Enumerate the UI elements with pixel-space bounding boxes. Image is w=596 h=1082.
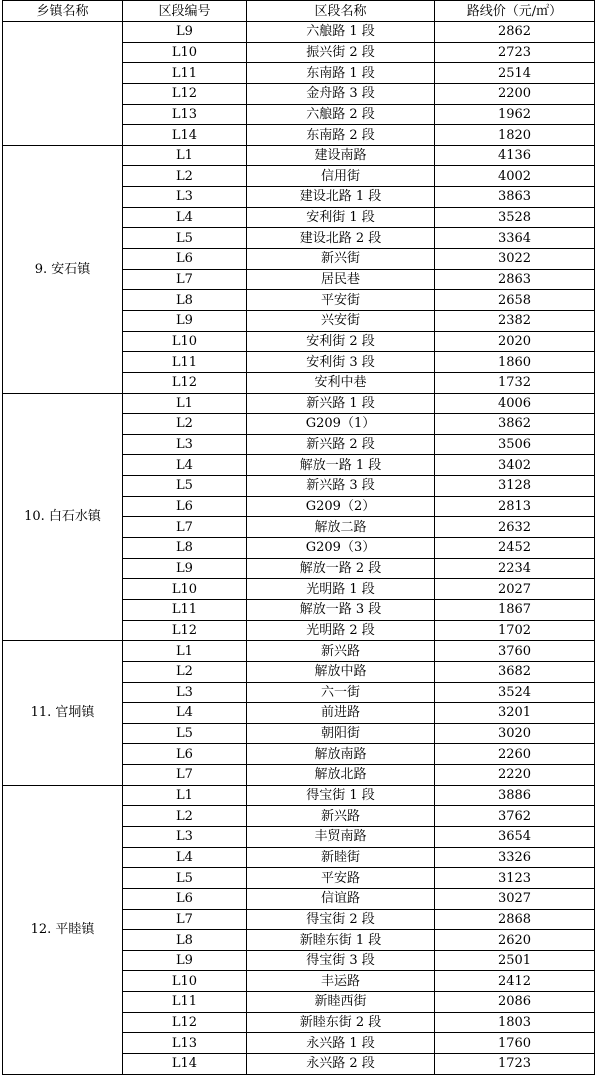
section-name-cell: 东南路 1 段 [247,63,435,84]
price-cell: 3760 [435,641,595,662]
price-cell: 2086 [435,992,595,1013]
price-cell: 4002 [435,166,595,187]
price-cell: 1820 [435,125,595,146]
section-name-cell: 安利街 2 段 [247,331,435,352]
section-name-cell: 建设北路 2 段 [247,228,435,249]
section-name-cell: 永兴路 2 段 [247,1054,435,1075]
section-code-cell: L5 [123,228,247,249]
section-name-cell: 解放南路 [247,744,435,765]
price-cell: 2723 [435,42,595,63]
section-code-cell: L2 [123,414,247,435]
price-cell: 2813 [435,496,595,517]
price-cell: 3027 [435,888,595,909]
section-name-cell: 新兴路 3 段 [247,476,435,497]
section-name-cell: 新睦东街 1 段 [247,930,435,951]
section-code-cell: L3 [123,187,247,208]
price-cell: 4136 [435,145,595,166]
price-cell: 3326 [435,847,595,868]
section-code-cell: L2 [123,806,247,827]
price-cell: 3682 [435,661,595,682]
section-name-cell: 解放一路 3 段 [247,599,435,620]
section-name-cell: 得宝街 3 段 [247,950,435,971]
section-code-cell: L9 [123,558,247,579]
price-cell: 2200 [435,83,595,104]
section-name-cell: 六一街 [247,682,435,703]
section-name-cell: 信用街 [247,166,435,187]
table-body [3,22,595,1075]
price-cell: 3528 [435,207,595,228]
section-code-cell: L3 [123,682,247,703]
section-name-cell: 解放一路 1 段 [247,455,435,476]
price-cell: 2260 [435,744,595,765]
section-code-cell: L1 [123,393,247,414]
section-code-cell: L9 [123,22,247,43]
price-cell: 3506 [435,434,595,455]
section-name-cell: 解放二路 [247,517,435,538]
price-cell: 1867 [435,599,595,620]
section-code-cell: L12 [123,620,247,641]
section-name-cell: 得宝街 1 段 [247,785,435,806]
section-code-cell: L11 [123,599,247,620]
header-price: 路线价（元/㎡） [435,1,595,22]
section-code-cell: L4 [123,703,247,724]
section-code-cell: L10 [123,331,247,352]
section-name-cell: 金舟路 3 段 [247,83,435,104]
section-code-cell: L6 [123,496,247,517]
price-cell: 3123 [435,868,595,889]
price-cell: 4006 [435,393,595,414]
price-cell: 2863 [435,269,595,290]
section-code-cell: L7 [123,765,247,786]
price-cell: 2020 [435,331,595,352]
section-name-cell: G209（2） [247,496,435,517]
price-cell: 3863 [435,187,595,208]
section-code-cell: L6 [123,249,247,270]
section-code-cell: L7 [123,909,247,930]
section-code-cell: L4 [123,847,247,868]
table-row [3,22,595,43]
table-row [3,641,595,662]
section-name-cell: G209（3） [247,538,435,559]
town-name-cell: 11. 官垌镇 [3,641,123,785]
section-name-cell: 丰贸南路 [247,826,435,847]
section-name-cell: 东南路 2 段 [247,125,435,146]
price-cell: 3022 [435,249,595,270]
price-cell: 1962 [435,104,595,125]
section-name-cell: 永兴路 1 段 [247,1033,435,1054]
section-name-cell: 建设南路 [247,145,435,166]
section-name-cell: 安利街 1 段 [247,207,435,228]
section-name-cell: 丰运路 [247,971,435,992]
section-code-cell: L6 [123,888,247,909]
section-code-cell: L2 [123,661,247,682]
section-name-cell: 解放一路 2 段 [247,558,435,579]
section-name-cell: 朝阳街 [247,723,435,744]
price-cell: 1723 [435,1054,595,1075]
price-cell: 3364 [435,228,595,249]
town-name-cell: 12. 平睦镇 [3,785,123,1074]
price-cell: 2514 [435,63,595,84]
section-name-cell: 六艆路 1 段 [247,22,435,43]
section-code-cell: L1 [123,641,247,662]
section-code-cell: L12 [123,1012,247,1033]
section-code-cell: L11 [123,352,247,373]
price-cell: 3762 [435,806,595,827]
section-code-cell: L1 [123,785,247,806]
section-code-cell: L4 [123,207,247,228]
section-name-cell: 光明路 2 段 [247,620,435,641]
section-name-cell: 新兴街 [247,249,435,270]
price-cell: 1803 [435,1012,595,1033]
section-name-cell: 解放北路 [247,765,435,786]
section-name-cell: 光明路 1 段 [247,579,435,600]
section-name-cell: 新睦街 [247,847,435,868]
price-cell: 2620 [435,930,595,951]
section-code-cell: L9 [123,950,247,971]
section-name-cell: 居民巷 [247,269,435,290]
price-cell: 3020 [435,723,595,744]
section-code-cell: L2 [123,166,247,187]
section-name-cell: 平安路 [247,868,435,889]
price-cell: 1860 [435,352,595,373]
price-cell: 3128 [435,476,595,497]
section-name-cell: 新兴路 [247,641,435,662]
section-code-cell: L5 [123,476,247,497]
section-name-cell: 六艆路 2 段 [247,104,435,125]
table-row [3,393,595,414]
section-code-cell: L8 [123,538,247,559]
section-code-cell: L11 [123,992,247,1013]
price-cell: 2220 [435,765,595,786]
section-name-cell: 平安街 [247,290,435,311]
section-name-cell: 解放中路 [247,661,435,682]
section-name-cell: 新睦西街 [247,992,435,1013]
section-code-cell: L5 [123,723,247,744]
section-code-cell: L3 [123,434,247,455]
town-name-cell: 10. 白石水镇 [3,393,123,641]
price-cell: 2382 [435,310,595,331]
price-cell: 2501 [435,950,595,971]
section-code-cell: L12 [123,372,247,393]
section-code-cell: L12 [123,83,247,104]
section-code-cell: L7 [123,269,247,290]
section-name-cell: 信谊路 [247,888,435,909]
section-name-cell: 安利街 3 段 [247,352,435,373]
table-row [3,145,595,166]
section-name-cell: 前进路 [247,703,435,724]
price-cell: 1732 [435,372,595,393]
header-town: 乡镇名称 [3,1,123,22]
section-name-cell: 新兴路 2 段 [247,434,435,455]
section-name-cell: 兴安街 [247,310,435,331]
section-code-cell: L13 [123,1033,247,1054]
section-code-cell: L13 [123,104,247,125]
section-code-cell: L6 [123,744,247,765]
section-code-cell: L11 [123,63,247,84]
price-cell: 2234 [435,558,595,579]
section-code-cell: L8 [123,930,247,951]
section-code-cell: L10 [123,579,247,600]
header-row [3,1,595,22]
price-cell: 2658 [435,290,595,311]
section-code-cell: L14 [123,1054,247,1075]
section-name-cell: 得宝街 2 段 [247,909,435,930]
header-section-code: 区段编号 [123,1,247,22]
section-code-cell: L7 [123,517,247,538]
price-cell: 3201 [435,703,595,724]
section-name-cell: 新兴路 [247,806,435,827]
price-cell: 3402 [435,455,595,476]
price-cell: 2632 [435,517,595,538]
section-name-cell: G209（1） [247,414,435,435]
price-cell: 1702 [435,620,595,641]
town-name-cell: 9. 安石镇 [3,145,123,393]
section-name-cell: 安利中巷 [247,372,435,393]
section-code-cell: L9 [123,310,247,331]
section-name-cell: 振兴街 2 段 [247,42,435,63]
road-price-table [2,0,595,1075]
price-cell: 2412 [435,971,595,992]
price-cell: 3524 [435,682,595,703]
header-section-name: 区段名称 [247,1,435,22]
section-name-cell: 新睦东街 2 段 [247,1012,435,1033]
section-code-cell: L1 [123,145,247,166]
section-code-cell: L10 [123,971,247,992]
price-cell: 2868 [435,909,595,930]
price-cell: 3862 [435,414,595,435]
town-name-cell [3,22,123,146]
section-code-cell: L10 [123,42,247,63]
price-cell: 3654 [435,826,595,847]
section-code-cell: L5 [123,868,247,889]
section-code-cell: L3 [123,826,247,847]
section-code-cell: L8 [123,290,247,311]
section-code-cell: L4 [123,455,247,476]
section-name-cell: 新兴路 1 段 [247,393,435,414]
price-cell: 2027 [435,579,595,600]
price-cell: 2862 [435,22,595,43]
section-name-cell: 建设北路 1 段 [247,187,435,208]
section-code-cell: L14 [123,125,247,146]
table-row [3,785,595,806]
price-cell: 1760 [435,1033,595,1054]
price-cell: 3886 [435,785,595,806]
price-cell: 2452 [435,538,595,559]
